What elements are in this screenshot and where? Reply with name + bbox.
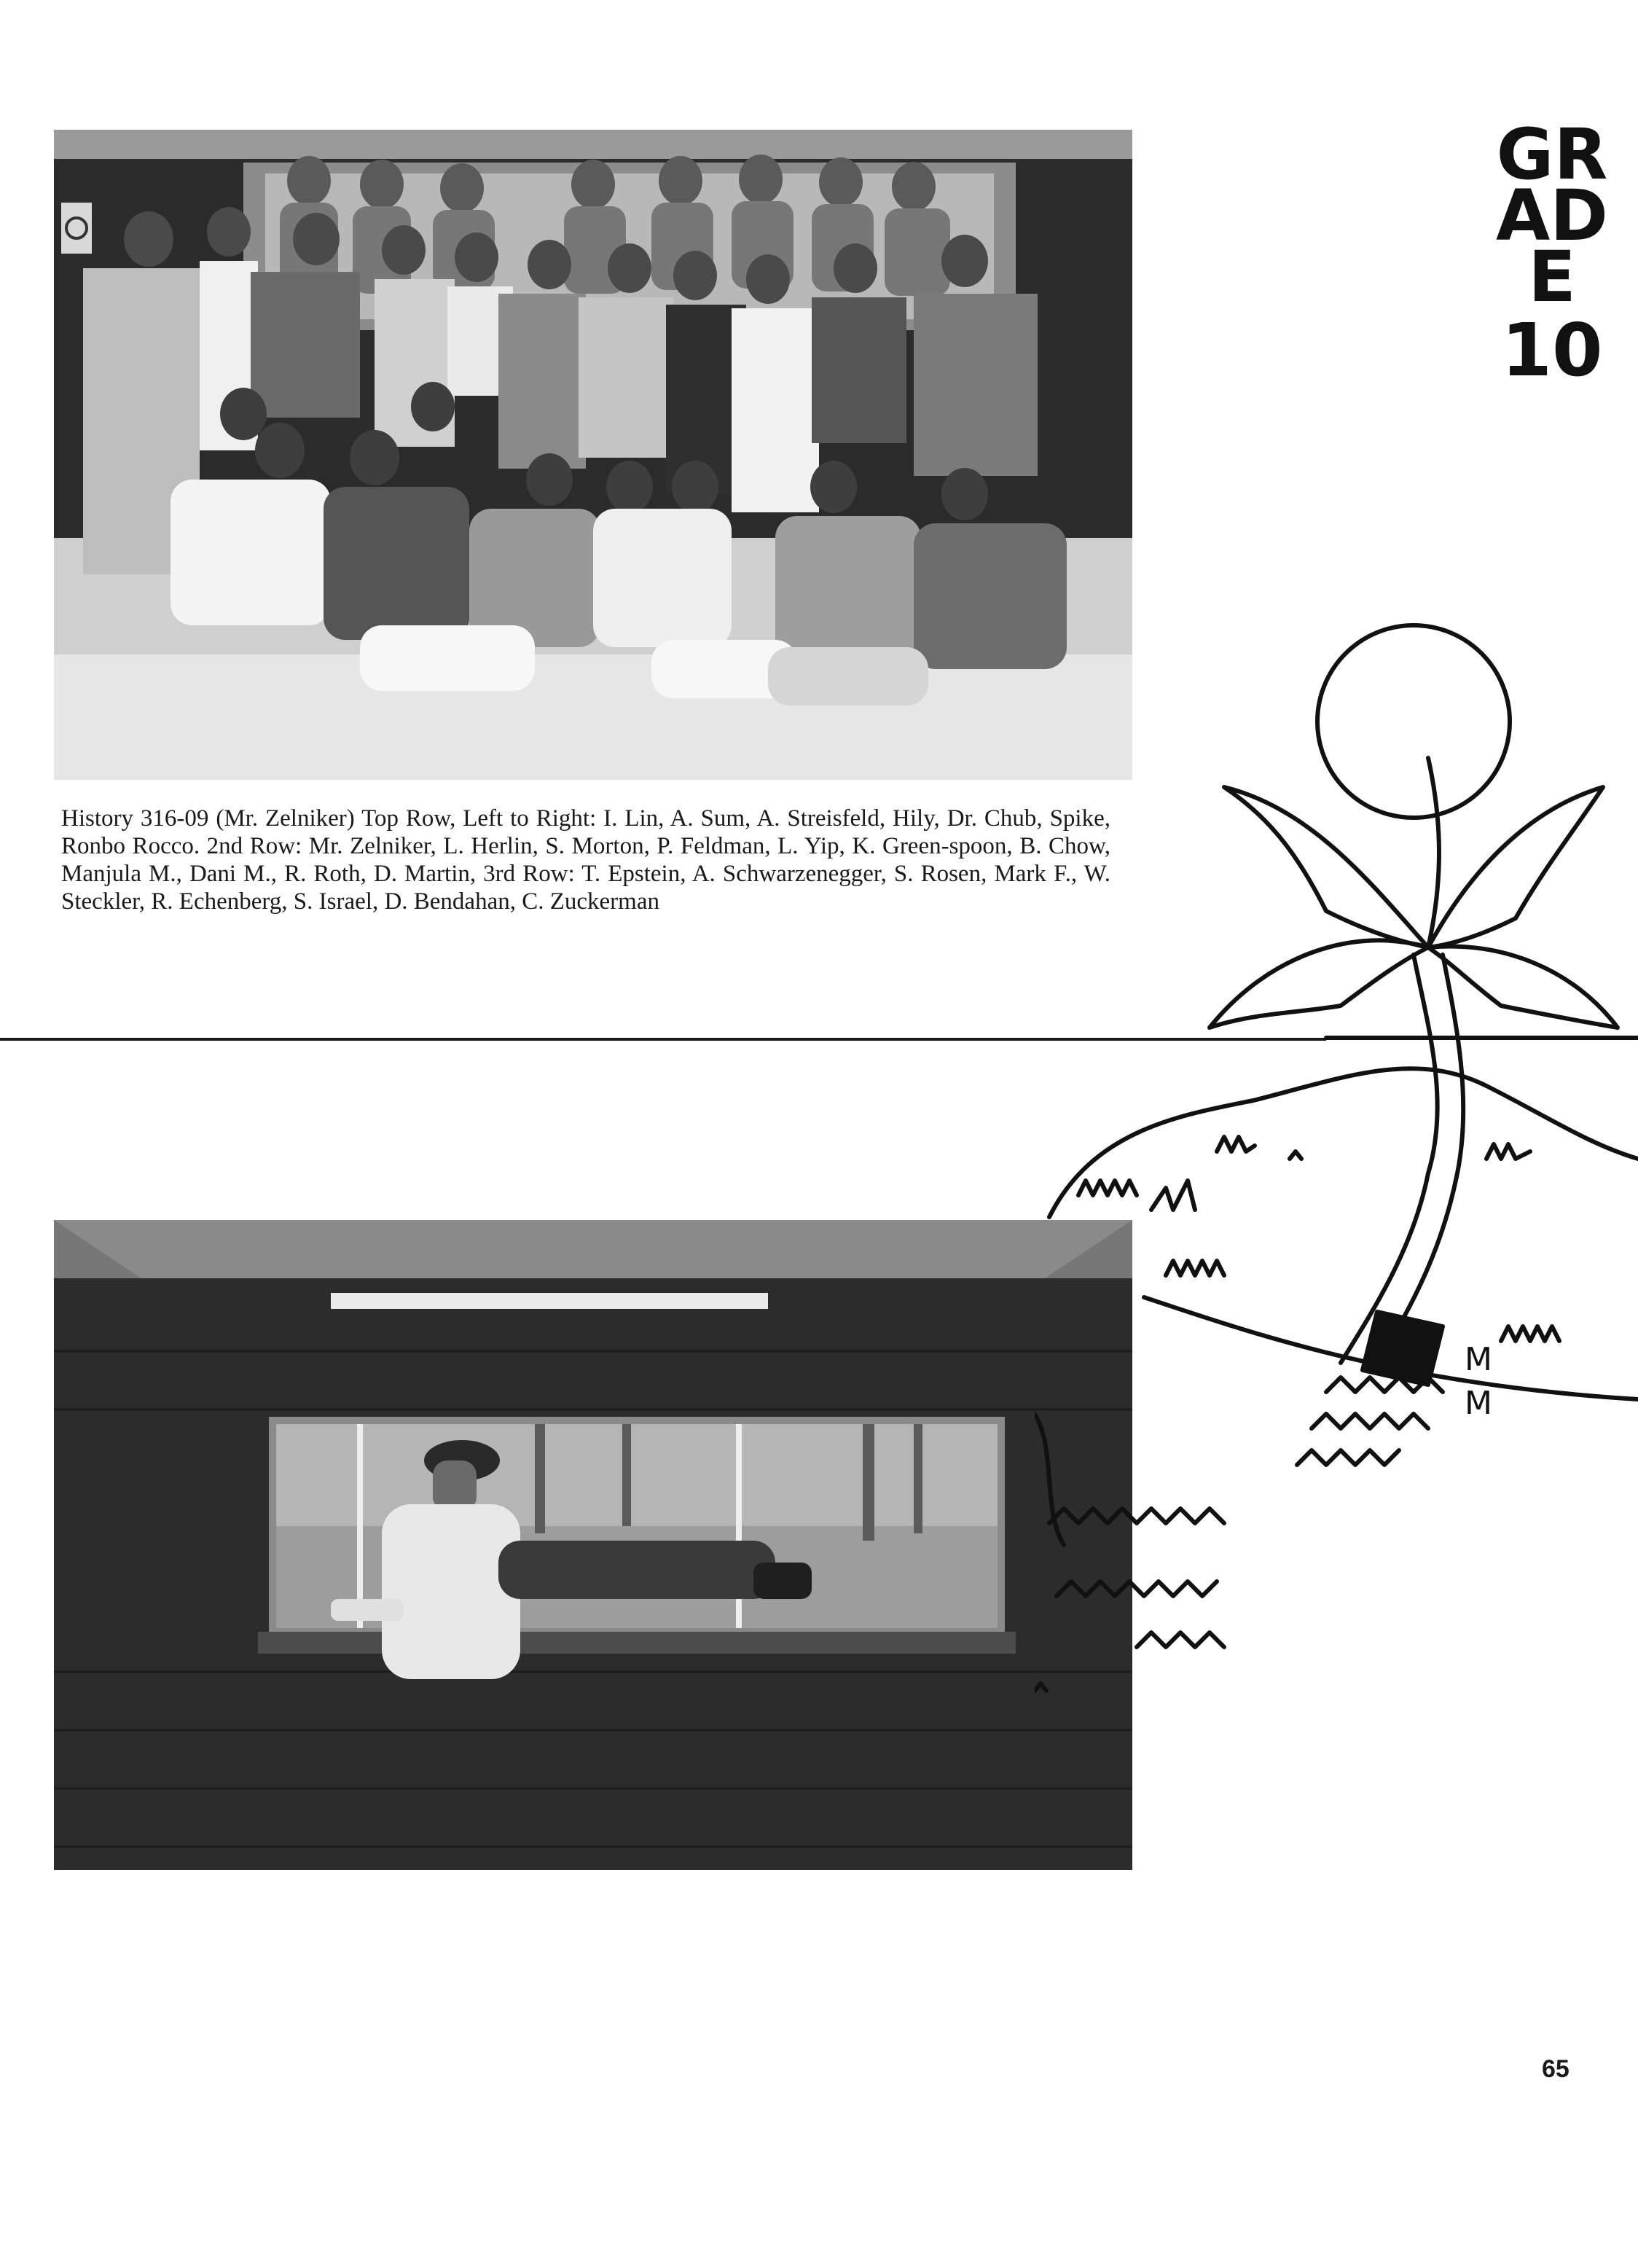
palm-frond (1224, 787, 1428, 947)
class-photo-caption: History 316-09 (Mr. Zelniker) Top Row, Left to Right: I. Lin, A. Sum, A. Streisfeld, Hily, Dr. Chub, Spike, Ronbo Rocco. 2nd Row: Mr. Zelniker, L. Herlin, S. Morton, P. Feldman, L. Yip, K. Green-spoon, B. Chow, Manjula M., Dani M., R. Roth, D. Martin, 3rd Row: T. Epstein, A. Schwarzenegger, S. Rosen, Mark F., W. Steckler, R. Echenberg, S. Israel, D. Bendahan, C. Zuckerman (61, 805, 1110, 915)
class-photo (54, 130, 1132, 780)
palm-trunk (1341, 955, 1438, 1363)
class-photo-image (54, 130, 1132, 780)
grade-number: 10 (1501, 308, 1603, 393)
artist-initials-bottom: M (1465, 1385, 1492, 1422)
grade-title (1494, 114, 1610, 393)
grade-word: GRADE (1496, 114, 1608, 318)
hallway-photo-image (54, 1220, 1132, 1870)
hallway-photo (54, 1220, 1132, 1870)
page-number: 65 (1542, 2055, 1570, 2083)
palm-tree-illustration (1035, 576, 1638, 1771)
artist-initials-top: M (1465, 1341, 1492, 1378)
sun-icon (1317, 625, 1510, 818)
